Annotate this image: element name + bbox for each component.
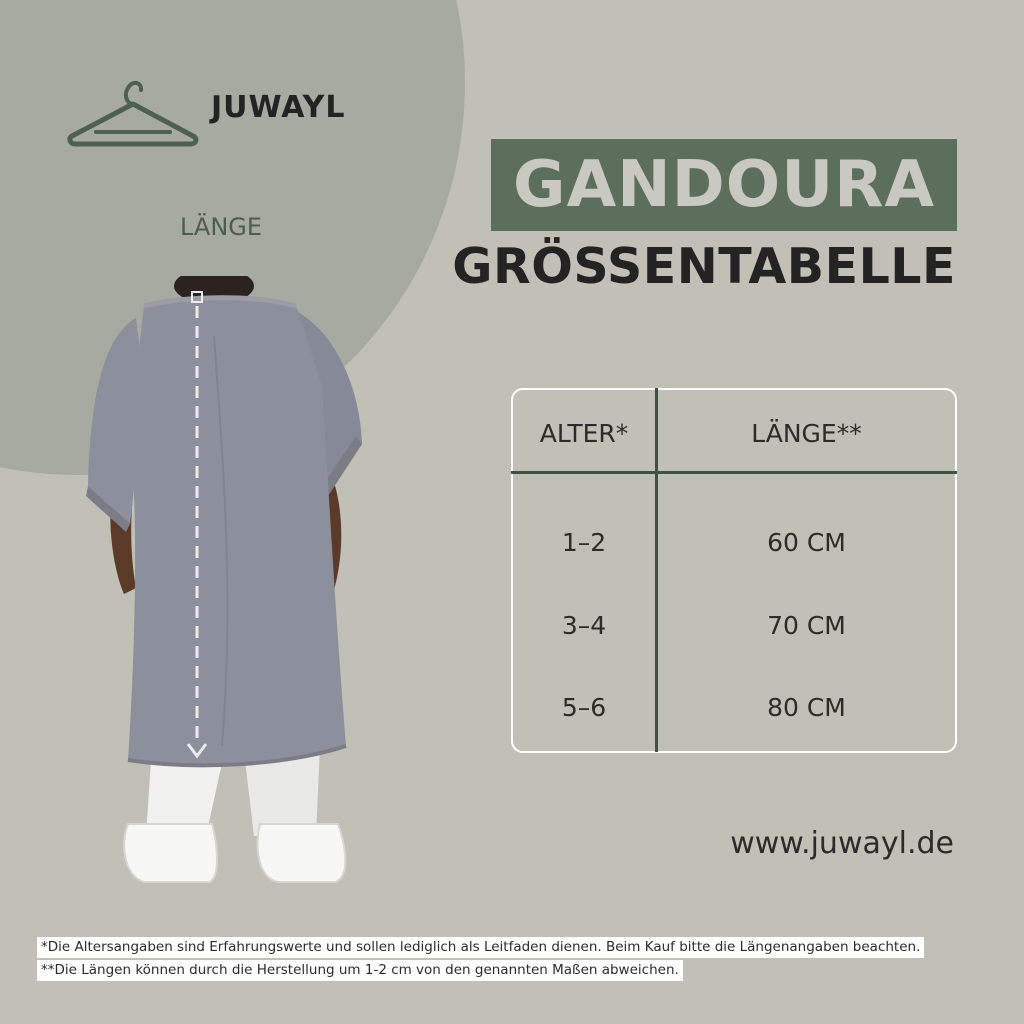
footnote-age: *Die Altersangaben sind Erfahrungswerte und sollen lediglich als Leitfaden dienen. Beim Kauf bitte die Längenangaben beachten. (37, 937, 924, 958)
table-cell-length: 80 CM (767, 693, 846, 722)
table-cell-age: 5–6 (561, 693, 607, 722)
table-cell-length: 60 CM (767, 528, 846, 557)
hanger-icon (66, 74, 200, 150)
header-length: LÄNGE** (751, 419, 862, 448)
header-age: ALTER* (539, 419, 629, 448)
table-cell-age: 1–2 (561, 528, 607, 557)
size-table (511, 388, 957, 753)
page-title: GANDOURA (513, 148, 935, 222)
table-cell-age: 3–4 (561, 611, 607, 640)
table-cell-length: 70 CM (767, 611, 846, 640)
table-header-divider (511, 471, 957, 474)
website-link[interactable]: www.juwayl.de (730, 826, 954, 861)
length-caption: LÄNGE (180, 213, 263, 241)
footnote-length: **Die Längen können durch die Herstellung um 1-2 cm von den genannten Maßen abweichen. (37, 960, 683, 981)
page-subtitle: GRÖSSENTABELLE (452, 238, 956, 295)
child-gandoura-photo (84, 276, 374, 892)
brand-name: JUWAYL (211, 90, 346, 125)
